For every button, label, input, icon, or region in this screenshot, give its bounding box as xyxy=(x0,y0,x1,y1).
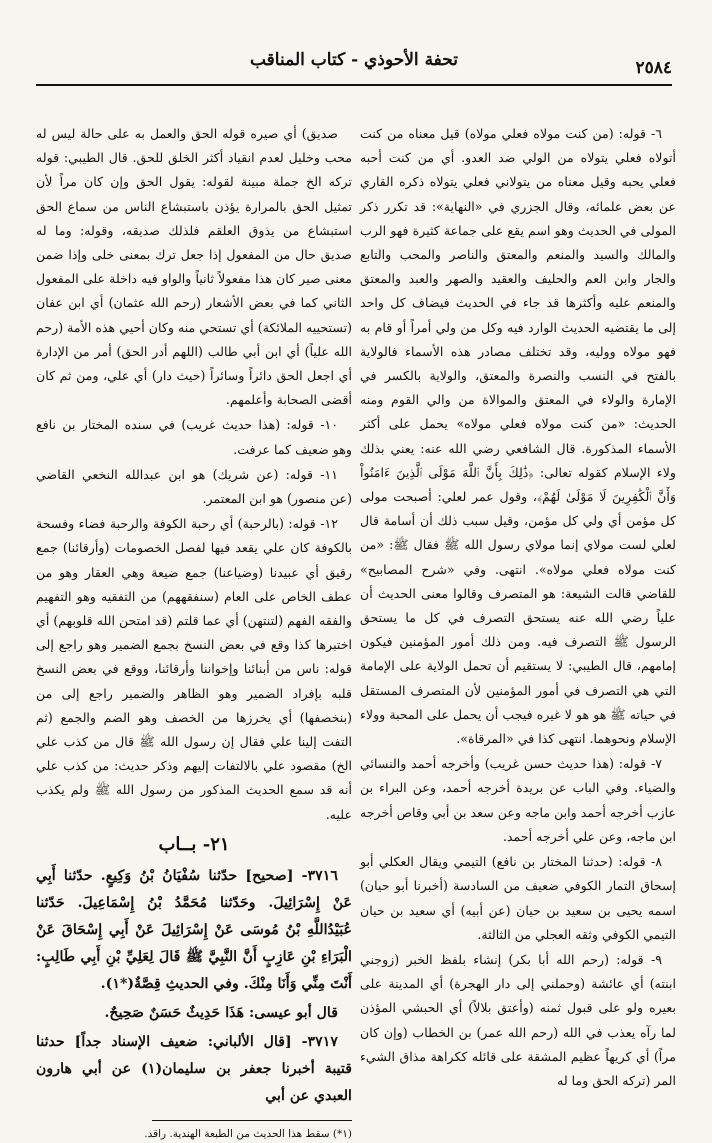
right-column xyxy=(360,122,676,1102)
page-number: ٢٥٨٤ xyxy=(635,58,672,78)
hadith-grading: قال أبو عيسى: هَذَا حَدِيثٌ حَسَنٌ صَحِيحٌ. xyxy=(104,1005,338,1022)
commentary-paragraph: صديق) أي صيره قوله الحق والعمل به على حالة ليس له محب وخليل لعدم انقياد أكثر الخلق للحق. قال الطيبي: قوله تركه الخ جملة مبينة لقوله: يقول الحق وإن كان مراً لأن تمثيل الحق بالمرارة يؤذن باستبشاع الناس من سماع الحق استبشاع من يذوق العلقم فلذلك صديقه، وقوله: وما له صديق حال من المفعول إذا جعل ترك بمعنى خلى وإذا ضمن معنى صير كان هذا مفعولاً ثانياً والواو فيه داخلة على المفعول الثاني كما في بعض الأشعار (رحم الله عثمان) أي ابن عفان (تستحييه الملائكة) أي تستحي منه وكان أحيي هذه الأمة (رحم الله علياً) أي ابن أبي طالب (اللهم أدر الحق) أمر من الإدارة أي اجعل الحق دائراً وسائراً (حيث دار) أي علي، ومن ثم كان أقضى الصحابة وأعلمهم. xyxy=(36,126,352,408)
commentary-paragraph: ٩- قوله: (رحم الله أبا بكر) إنشاء بلفظ الخبر (زوجني ابنته) أي عائشة (وحملني إلى دار الهجرة) أي المدينة على بعيره ولو على قبول ثمنه (وأعتق بلالاً) أي الحبشي المؤذن لما رآه يعذب في الله (رحم الله عمر) بن الخطاب (وإن كان مراً) أي كريهاً عظيم المشقة على قائله ككراهة مذاق الشيء المر (تركه الحق وما له xyxy=(360,951,676,1088)
running-title: تحفة الأحوذي - كتاب المناقب xyxy=(249,50,458,70)
commentary-paragraph: ٧- قوله: (هذا حديث حسن غريب) وأخرجه أحمد والنسائي والضياء. وفي الباب عن بريدة أخرجه أحمد، وعن البراء بن عازب أخرجه أحمد وابن ماجه وعن سعد بن أبي وقاص أخرجه ابن ماجه، وعن علي أخرجه أحمد. xyxy=(359,756,676,844)
text-columns xyxy=(36,122,676,1141)
commentary-paragraph: ١١- قوله: (عن شريك) هو ابن عبدالله النخعي القاضي (عن منصور) هو ابن المعتمر. xyxy=(36,466,352,507)
page-header xyxy=(36,44,672,86)
hadith-text: ٣٧١٧- [قال الألباني: ضعيف الإسناد جداً] حدثنا قتيبة أخبرنا جعفر بن سليمان(١) عن أبي هارون العبدي عن أبي xyxy=(36,1034,352,1105)
commentary-paragraph: ٨- قوله: (حدثنا المختار بن نافع) التيمي ويقال العكلي أبو إسحاق التمار الكوفي ضعيف من السادسة (أخبرنا أبو حيان) اسمه يحيى بن سعيد بن حيان (عن أبيه) أي سعيد بن حيان التيمي الكوفي وثقه العجلي من الثالثة. xyxy=(360,854,676,942)
hadith-text: ٣٧١٦- [صحيح] حدّثنا سُفْيَانُ بْنُ وَكِيعٍ. حدّثنا أَبِي عَنْ إِسْرَائِيلَ. وحَدّثنا مُحَمَّدُ بْنُ إِسْمَاعِيلَ. حَدّثنا عُبَيْدُاللَّهِ بْنُ مُوسَى عَنْ إِسْرَائِيلَ عَنْ أَبِي إِسْحَاقَ عَنْ الْبَرَاءِ بْنِ عَازِبٍ أَنَّ النَّبِيَّ ﷺ قَالَ لِعَلِيِّ بْنِ أَبِي طَالِبٍ: أَنْتَ مِنِّي وَأَنَا مِنْكَ. وفي الحديثِ قِصَّةٌ(*١). xyxy=(36,868,352,993)
commentary-paragraph: ٦- قوله: (من كنت مولاه فعلي مولاه) قيل معناه من كنت أتولاه فعلي يتولاه من الولي ضد العدو. أي من كنت أحبه فعلي يحبه وقيل معناه من يتولاني فعلي يتولاه ذكره القاري عن بعض علمائه، وقال الجزري في «النهاية»: قد تكرر ذكر المولى في الحديث وهو اسم يقع على جماعة كثيرة فهو الرب والمالك والسيد والمنعم والمعتق والناصر والمحب والتابع والجار وابن العم والحليف والعقيد والصهر والعبد والمعتق والمنعم عليه وأكثرها قد جاء في الحديث فيضاف كل واحد إلى ما يقتضيه الحديث الوارد فيه وكل من ولي أمراً أو قام به فهو مولاه ووليه، وقد تختلف مصادر هذه الأسماء فالولاية بالفتح في النسب والنصرة والمعتق، والولاية بالكسر في الإمارة والولاء في المعتق والموالاة من والي القوم ومنه الحديث: «من كنت مولاه فعلي مولاه» يحمل على أكثر الأسماء المذكورة. قال الشافعي رضي الله عنه: يعني بذلك ولاء الإسلام كقوله تعالى: ﴿ذَٰلِكَ بِأَنَّ ٱللَّهَ مَوْلَى ٱلَّذِينَ ءَامَنُواْ وَأَنَّ ٱلْكَٰفِرِينَ لَا مَوْلَىٰ لَهُمْ﴾، وقول عمر لعلي: أصبحت مولى كل مؤمن أي ولي كل مؤمن، وقيل سبب ذلك أن أسامة قال لعلي لست مولاي إنما مولاي رسول الله ﷺ فقال ﷺ: «من كنت مولاه فعلي مولاه». انتهى. وفي «شرح المصابيح» للقاضي قالت الشيعة: هو المتصرف وقالوا معنى الحديث أن علياً رضي الله عنه يستحق التصرف في كل ما يستحق الرسول ﷺ التصرف فيه. ومن ذلك أمور المؤمنين فيكون إمامهم، قال الطيبي: لا يستقيم أن تحمل الولاية على الإمامة التي هي التصرف في أمور المؤمنين لأن المتصرف المستقل في حياته ﷺ هو هو لا غيره فيجب أن يحمل على المحبة وولاء الإسلام ونحوهما. انتهى كذا في «المرقاة». xyxy=(360,126,676,747)
left-column xyxy=(36,122,352,1141)
footnote: (١*) سقط هذا الحديث من الطبعة الهندية. راقد. xyxy=(144,1128,352,1141)
footnote-divider xyxy=(152,1120,352,1121)
commentary-paragraph: ١٢- قوله: (بالرحبة) أي رحبة الكوفة والرحبة فضاء وفسحة بالكوفة كان علي يقعد فيها لفصل الخصومات (وأرقائنا) جمع رقيق أي عبيدنا (وضياعنا) جمع ضيعة وهي العقار وهو من عطف الخاص على العام (سنفقههم) من التفقيه وهو التفهيم والفقه الفهم (لتنتهن) أي عما قلتم (قد امتحن الله قلوبهم) أي اختبرها كذا وقع في بعض النسخ بجمع الضمير وهو راجع إلى قوله: ناس من أبنائنا وإخواننا وأرقائنا، ووقع في بعض النسخ قلبه بإفراد الضمير وهو الظاهر والضمير راجع إلى من (بنخصفها) أي يخرزها من الخصف وهو الضم والجمع (ثم التفت إلينا علي فقال إن رسول الله ﷺ قال من كذب علي الخ) مقصود علي بالالتفات إليهم وذكر حديث: من كذب علي أنه قد سمع الحديث المذكور من رسول الله ﷺ ولم يكذب عليه. xyxy=(36,516,352,822)
chapter-heading: ٢١- بــاب xyxy=(158,833,230,855)
commentary-paragraph: ١٠- قوله: (هذا حديث غريب) في سنده المختار بن نافع وهو ضعيف كما عرفت. xyxy=(36,417,352,457)
